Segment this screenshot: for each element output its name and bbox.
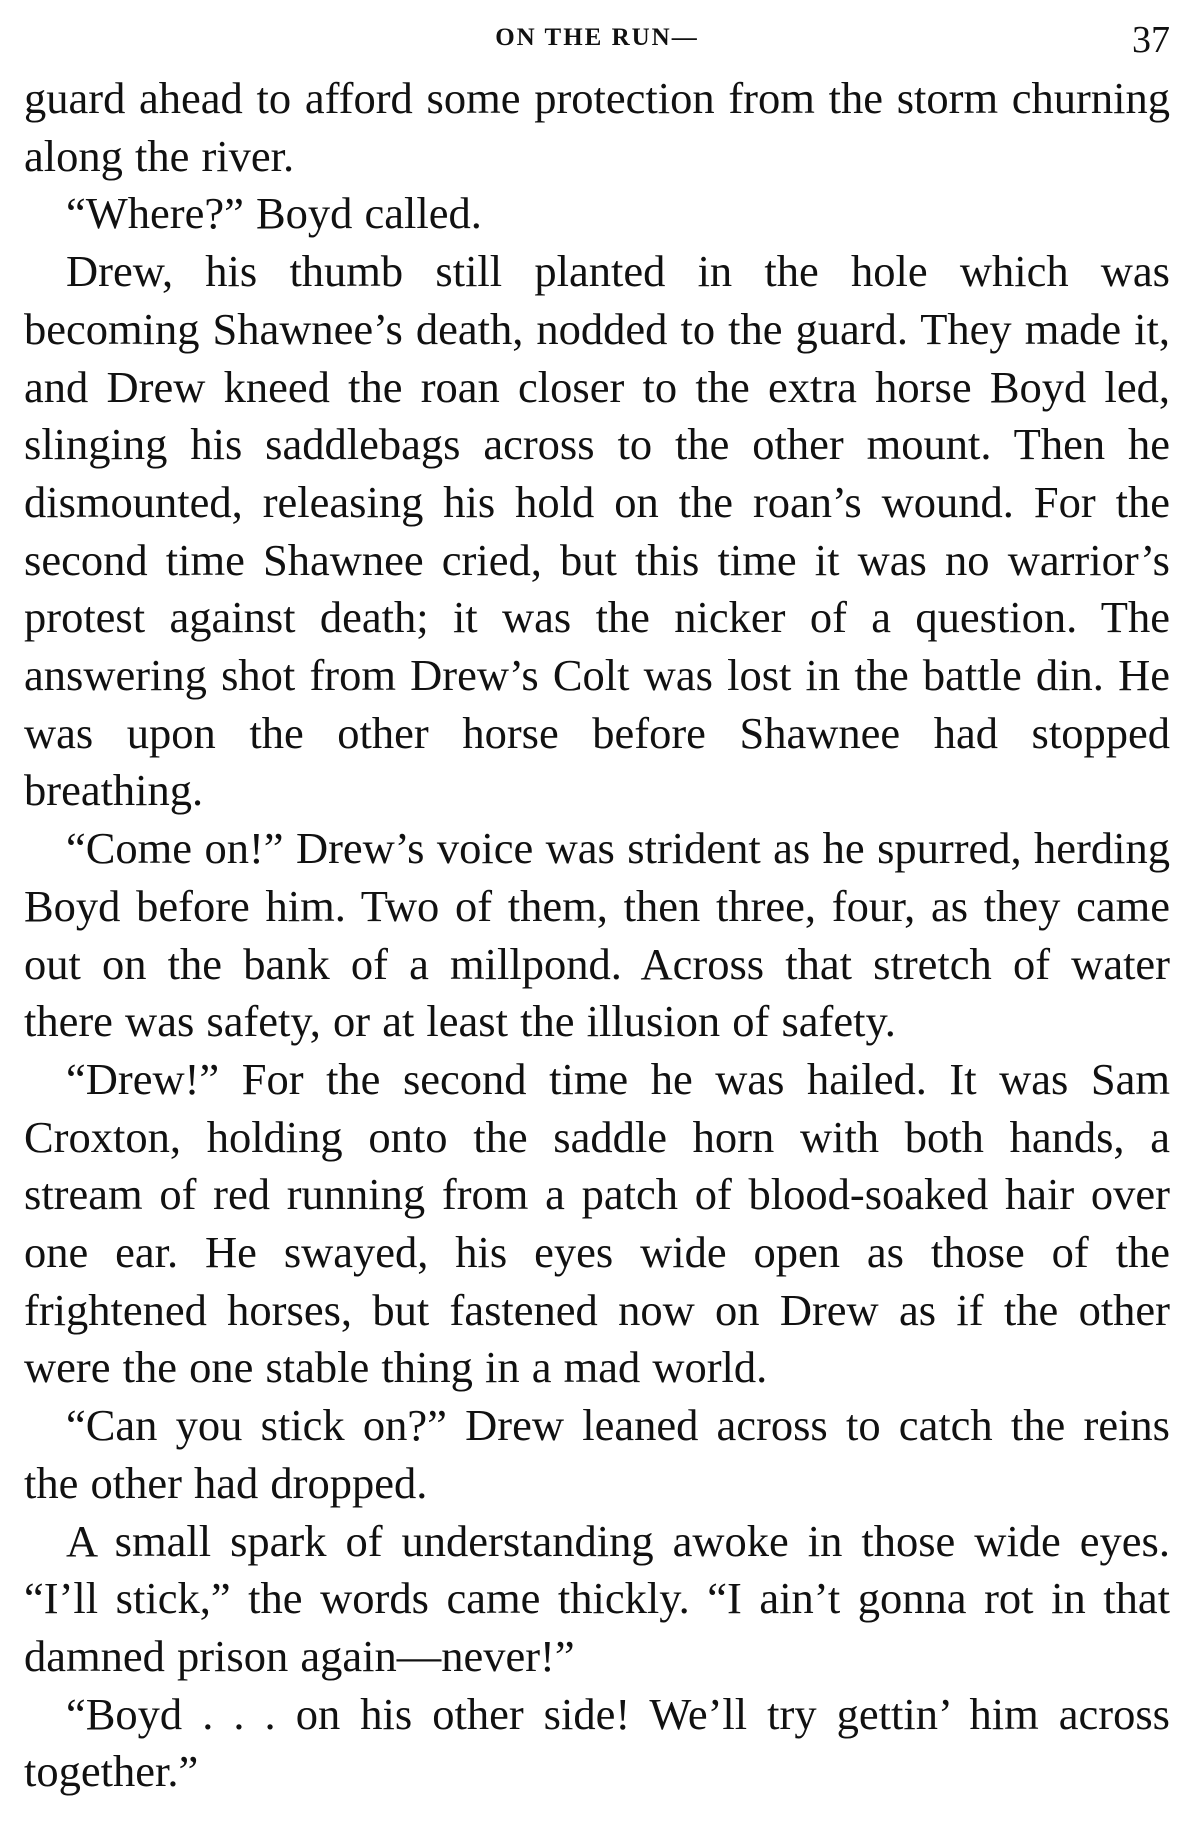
chapter-title: ON THE RUN— [495, 24, 699, 51]
paragraph: guard ahead to afford some protection from the storm churning along the river. [24, 73, 1170, 181]
running-header [24, 18, 1170, 62]
page-number: 37 [1132, 19, 1170, 61]
paragraph: “Come on!” Drew’s voice was strident as he spurred, herding Boyd before him. Two of them, then three, four, as they came out on the bank of a millpond. Across that stretch of water there was safety, or at least the illusion of safety. [24, 823, 1170, 1047]
body-text [24, 70, 1170, 1801]
paragraph: A small spark of understanding awoke in those wide eyes. “I’ll stick,” the words came thickly. “I ain’t gonna rot in that damned prison again—never!” [24, 1515, 1170, 1681]
paragraph: “Where?” Boyd called. [66, 188, 482, 239]
paragraph: “Can you stick on?” Drew leaned across to catch the reins the other had dropped. [24, 1400, 1170, 1508]
paragraph: Drew, his thumb still planted in the hole which was becoming Shawnee’s death, nodded to the guard. They made it, and Drew kneed the roan closer to the extra horse Boyd led, slinging his saddlebags across to the other mount. Then he dismounted, releasing his hold on the roan’s wound. For the second time Shawnee cried, but this time it was no warrior’s protest against death; it was the nicker of a question. The answering shot from Drew’s Colt was lost in the battle din. He was upon the other horse before Shawnee had stopped breathing. [24, 246, 1170, 816]
paragraph: “Boyd . . . on his other side! We’ll try gettin’ him across together.” [24, 1688, 1170, 1797]
paragraph: “Drew!” For the second time he was hailed. It was Sam Croxton, holding onto the saddle horn with both hands, a stream of red running from a patch of blood-soaked hair over one ear. He swayed, his eyes wide open as those of the frightened horses, but fastened now on Drew as if the other were the one stable thing in a mad world. [24, 1053, 1170, 1393]
